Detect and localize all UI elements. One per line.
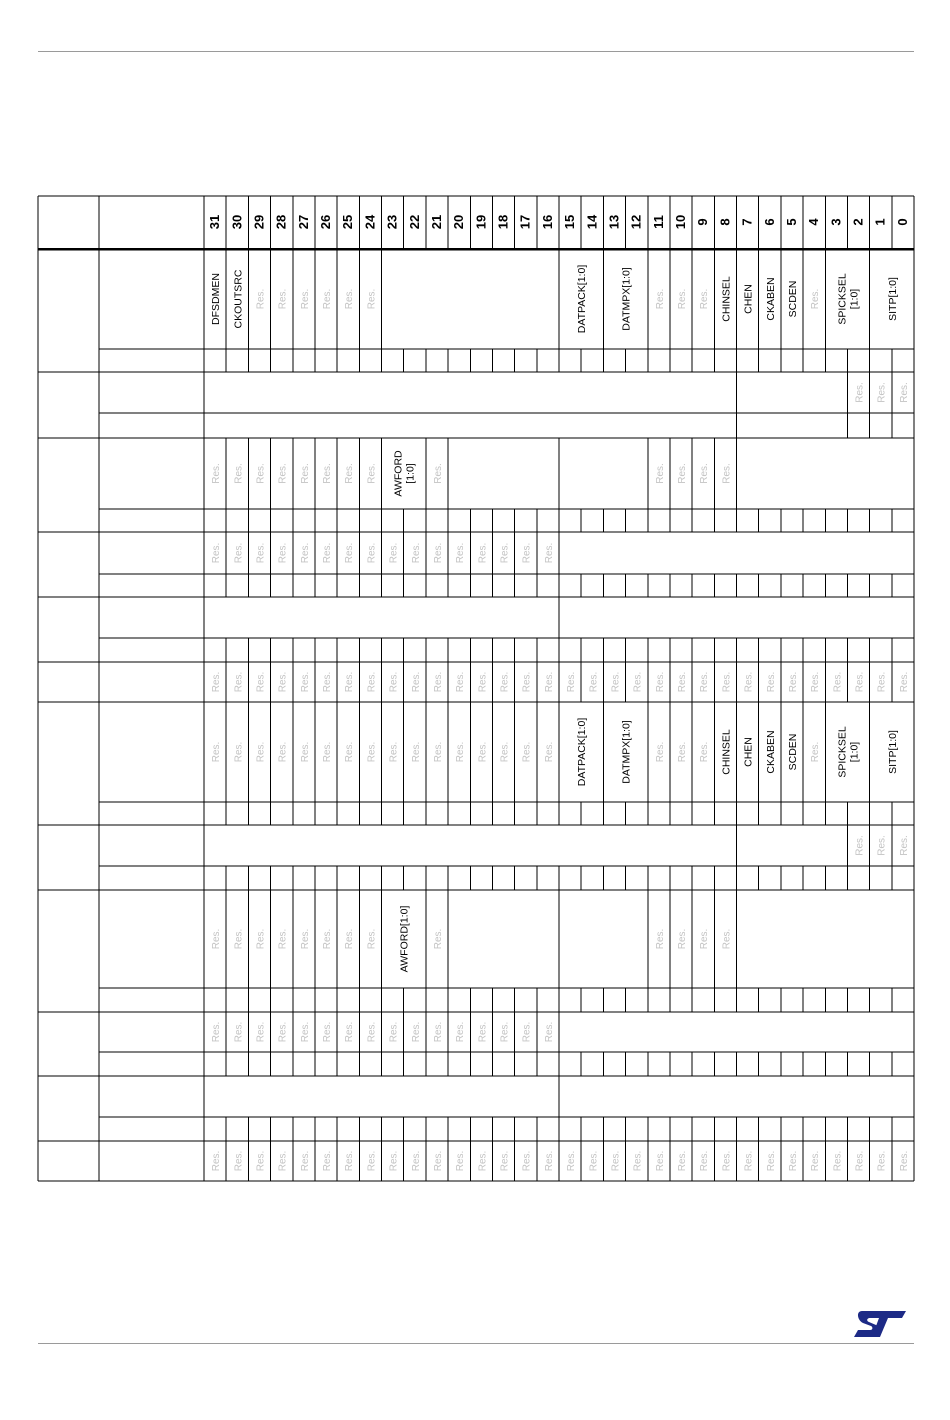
bit-number-13: 13 <box>606 214 622 230</box>
reserved-bit-label: Res. <box>854 835 866 856</box>
bit-number-5: 5 <box>783 218 799 226</box>
reserved-bit-label: Res. <box>344 741 356 763</box>
reserved-bit-label: Res. <box>299 288 311 310</box>
field-label: DATMPX[1:0] <box>620 267 633 331</box>
reserved-bit-label: Res. <box>233 1150 245 1172</box>
reserved-bit-label: Res. <box>388 1021 400 1043</box>
reserved-bit-label: Res. <box>277 671 289 693</box>
reserved-bit-label: Res. <box>876 835 888 856</box>
reserved-bit-label: Res. <box>344 928 356 950</box>
reserved-bit-label: Res. <box>388 1150 400 1172</box>
reserved-bit-label: Res. <box>521 1150 533 1172</box>
reserved-bit-label: Res. <box>211 1021 223 1043</box>
bit-number-22: 22 <box>406 214 422 230</box>
reserved-bit-label: Res. <box>344 1150 356 1172</box>
reserved-bit-label: Res. <box>499 741 511 763</box>
reserved-bit-label: Res. <box>588 1150 600 1172</box>
footer-rule <box>38 1343 914 1344</box>
reserved-bit-label: Res. <box>211 741 223 763</box>
reserved-bit-label: Res. <box>654 741 666 763</box>
reserved-bit-label: Res. <box>388 671 400 693</box>
reserved-bit-label: Res. <box>566 1150 578 1172</box>
reserved-bit-label: Res. <box>299 671 311 693</box>
reserved-bit-label: Res. <box>233 1021 245 1043</box>
st-logo-icon <box>852 1308 908 1340</box>
reserved-bit-label: Res. <box>521 671 533 693</box>
reserved-bit-label: Res. <box>521 741 533 763</box>
reserved-bit-label: Res. <box>455 1021 467 1043</box>
bit-number-31: 31 <box>207 214 223 230</box>
reserved-bit-label: Res. <box>588 671 600 693</box>
reserved-bit-label: Res. <box>299 1150 311 1172</box>
reserved-bit-label: Res. <box>366 463 378 484</box>
bit-number-11: 11 <box>650 215 666 229</box>
reserved-bit-label: Res. <box>299 741 311 763</box>
reserved-bit-label: Res. <box>455 1150 467 1172</box>
bit-number-16: 16 <box>539 214 555 230</box>
reserved-bit-label: Res. <box>322 928 334 950</box>
reserved-bit-label: Res. <box>410 1021 422 1043</box>
bit-number-23: 23 <box>384 214 400 230</box>
reserved-bit-label: Res. <box>255 288 267 310</box>
reserved-bit-label: Res. <box>721 1150 733 1172</box>
reserved-bit-label: Res. <box>211 928 223 950</box>
bit-number-24: 24 <box>362 214 378 230</box>
bit-number-29: 29 <box>251 214 267 230</box>
bit-number-7: 7 <box>739 218 755 226</box>
reserved-bit-label: Res. <box>366 671 378 693</box>
reserved-bit-label: Res. <box>654 463 666 484</box>
bit-number-21: 21 <box>428 214 444 230</box>
reserved-bit-label: Res. <box>366 542 378 564</box>
reserved-bit-label: Res. <box>566 671 578 693</box>
bit-number-27: 27 <box>295 214 311 230</box>
reserved-bit-label: Res. <box>699 288 711 310</box>
reserved-bit-label: Res. <box>277 1021 289 1043</box>
reserved-bit-label: Res. <box>677 463 689 484</box>
reserved-bit-label: Res. <box>344 463 356 484</box>
reserved-bit-label: Res. <box>277 542 289 564</box>
reserved-bit-label: Res. <box>255 463 267 484</box>
reserved-bit-label: Res. <box>743 671 755 693</box>
reserved-bit-label: Res. <box>255 671 267 693</box>
bit-number-0: 0 <box>894 218 910 226</box>
field-label: SCDEN <box>786 733 799 771</box>
reserved-bit-label: Res. <box>344 288 356 310</box>
bit-number-2: 2 <box>850 218 866 226</box>
reserved-bit-label: Res. <box>543 1150 555 1172</box>
reserved-bit-label: Res. <box>366 1150 378 1172</box>
bit-number-10: 10 <box>673 214 689 230</box>
reserved-bit-label: Res. <box>211 1150 223 1172</box>
reserved-bit-label: Res. <box>854 1150 866 1172</box>
bit-number-1: 1 <box>872 218 888 226</box>
reserved-bit-label: Res. <box>410 542 422 564</box>
field-label: DATPACK[1:0] <box>576 264 589 334</box>
field-label: SCDEN <box>786 280 799 318</box>
reserved-bit-label: Res. <box>255 928 267 950</box>
reserved-bit-label: Res. <box>699 1150 711 1172</box>
reserved-bit-label: Res. <box>610 1150 622 1172</box>
reserved-bit-label: Res. <box>543 542 555 564</box>
reserved-bit-label: Res. <box>721 671 733 693</box>
reserved-bit-label: Res. <box>233 463 245 484</box>
reserved-bit-label: Res. <box>632 1150 644 1172</box>
reserved-bit-label: Res. <box>699 671 711 693</box>
reserved-bit-label: Res. <box>654 1150 666 1172</box>
reserved-bit-label: Res. <box>432 1150 444 1172</box>
reserved-bit-label: Res. <box>477 1150 489 1172</box>
bit-number-19: 19 <box>473 214 489 230</box>
reserved-bit-label: Res. <box>477 1021 489 1043</box>
field-label: CHINSEL <box>720 729 733 775</box>
reserved-bit-label: Res. <box>810 741 822 763</box>
reserved-bit-label: Res. <box>388 741 400 763</box>
reserved-bit-label: Res. <box>810 671 822 693</box>
reserved-bit-label: Res. <box>743 1150 755 1172</box>
reserved-bit-label: Res. <box>455 542 467 564</box>
reserved-bit-label: Res. <box>432 928 444 950</box>
field-label: CKOUTSRC <box>232 269 245 329</box>
reserved-bit-label: Res. <box>233 671 245 693</box>
reserved-bit-label: Res. <box>721 928 733 950</box>
field-label: DATPACK[1:0] <box>576 717 589 787</box>
reserved-bit-label: Res. <box>898 671 910 693</box>
bit-number-4: 4 <box>806 218 822 226</box>
reserved-bit-label: Res. <box>432 671 444 693</box>
reserved-bit-label: Res. <box>543 741 555 763</box>
reserved-bit-label: Res. <box>432 1021 444 1043</box>
reserved-bit-label: Res. <box>432 463 444 484</box>
reserved-bit-label: Res. <box>677 928 689 950</box>
reserved-bit-label: Res. <box>277 1150 289 1172</box>
reserved-bit-label: Res. <box>255 1150 267 1172</box>
reserved-bit-label: Res. <box>255 542 267 564</box>
reserved-bit-label: Res. <box>366 928 378 950</box>
reserved-bit-label: Res. <box>876 1150 888 1172</box>
reserved-bit-label: Res. <box>211 463 223 484</box>
bit-number-26: 26 <box>318 214 334 230</box>
reserved-bit-label: Res. <box>810 1150 822 1172</box>
reserved-bit-label: Res. <box>455 671 467 693</box>
bit-number-12: 12 <box>628 214 644 230</box>
reserved-bit-label: Res. <box>299 1021 311 1043</box>
reserved-bit-label: Res. <box>322 542 334 564</box>
bit-number-18: 18 <box>495 214 511 230</box>
reserved-bit-label: Res. <box>233 542 245 564</box>
reserved-bit-label: Res. <box>699 741 711 763</box>
reserved-bit-label: Res. <box>832 1150 844 1172</box>
reserved-bit-label: Res. <box>787 671 799 693</box>
reserved-bit-label: Res. <box>499 542 511 564</box>
reserved-bit-label: Res. <box>366 1021 378 1043</box>
reserved-bit-label: Res. <box>765 1150 777 1172</box>
reserved-bit-label: Res. <box>632 671 644 693</box>
reserved-bit-label: Res. <box>654 928 666 950</box>
reserved-bit-label: Res. <box>344 671 356 693</box>
field-label: CKABEN <box>764 730 777 774</box>
reserved-bit-label: Res. <box>477 542 489 564</box>
reserved-bit-label: Res. <box>366 288 378 310</box>
reserved-bit-label: Res. <box>299 463 311 484</box>
reserved-bit-label: Res. <box>854 382 866 403</box>
reserved-bit-label: Res. <box>344 1021 356 1043</box>
reserved-bit-label: Res. <box>787 1150 799 1172</box>
reserved-bit-label: Res. <box>277 741 289 763</box>
reserved-bit-label: Res. <box>277 928 289 950</box>
bit-number-8: 8 <box>717 218 733 226</box>
reserved-bit-label: Res. <box>322 671 334 693</box>
bit-number-28: 28 <box>273 214 289 230</box>
reserved-bit-label: Res. <box>677 671 689 693</box>
bit-number-17: 17 <box>517 214 533 230</box>
reserved-bit-label: Res. <box>233 928 245 950</box>
bit-number-14: 14 <box>584 214 600 230</box>
reserved-bit-label: Res. <box>211 671 223 693</box>
field-label: SPICKSEL[1:0] <box>836 273 861 325</box>
reserved-bit-label: Res. <box>876 671 888 693</box>
bit-number-20: 20 <box>451 214 467 230</box>
reserved-bit-label: Res. <box>898 835 910 856</box>
bit-number-9: 9 <box>695 218 711 226</box>
reserved-bit-label: Res. <box>299 542 311 564</box>
reserved-bit-label: Res. <box>499 1150 511 1172</box>
reserved-bit-label: Res. <box>521 542 533 564</box>
reserved-bit-label: Res. <box>898 1150 910 1172</box>
bit-number-30: 30 <box>229 214 245 230</box>
bit-number-25: 25 <box>340 214 356 230</box>
reserved-bit-label: Res. <box>255 1021 267 1043</box>
reserved-bit-label: Res. <box>699 928 711 950</box>
reserved-bit-label: Res. <box>477 671 489 693</box>
reserved-bit-label: Res. <box>677 1150 689 1172</box>
reserved-bit-label: Res. <box>277 288 289 310</box>
reserved-bit-label: Res. <box>610 671 622 693</box>
reserved-bit-label: Res. <box>876 382 888 403</box>
reserved-bit-label: Res. <box>211 542 223 564</box>
reserved-bit-label: Res. <box>299 928 311 950</box>
reserved-bit-label: Res. <box>366 741 378 763</box>
reserved-bit-label: Res. <box>521 1021 533 1043</box>
reserved-bit-label: Res. <box>410 1150 422 1172</box>
reserved-bit-label: Res. <box>898 382 910 403</box>
reserved-bit-label: Res. <box>322 741 334 763</box>
reserved-bit-label: Res. <box>832 671 844 693</box>
reserved-bit-label: Res. <box>677 288 689 310</box>
reserved-bit-label: Res. <box>854 671 866 693</box>
bit-number-6: 6 <box>761 218 777 226</box>
field-label: CHEN <box>742 284 755 314</box>
reserved-bit-label: Res. <box>410 741 422 763</box>
reserved-bit-label: Res. <box>721 463 733 484</box>
reserved-bit-label: Res. <box>477 741 489 763</box>
reserved-bit-label: Res. <box>322 288 334 310</box>
reserved-bit-label: Res. <box>677 741 689 763</box>
reserved-bit-label: Res. <box>255 741 267 763</box>
reserved-bit-label: Res. <box>765 671 777 693</box>
field-label: SPICKSEL[1:0] <box>836 726 861 778</box>
reserved-bit-label: Res. <box>233 741 245 763</box>
field-label: SITP[1:0] <box>886 730 899 774</box>
reserved-bit-label: Res. <box>432 741 444 763</box>
reserved-bit-label: Res. <box>322 1150 334 1172</box>
bit-number-3: 3 <box>828 218 844 226</box>
field-label: CHEN <box>742 737 755 767</box>
reserved-bit-label: Res. <box>455 741 467 763</box>
reserved-bit-label: Res. <box>344 542 356 564</box>
reserved-bit-label: Res. <box>322 1021 334 1043</box>
reserved-bit-label: Res. <box>432 542 444 564</box>
reserved-bit-label: Res. <box>410 671 422 693</box>
field-label: AWFORD[1:0] <box>398 905 411 973</box>
reserved-bit-label: Res. <box>543 1021 555 1043</box>
field-label: SITP[1:0] <box>886 277 899 321</box>
reserved-bit-label: Res. <box>322 463 334 484</box>
field-label: DATMPX[1:0] <box>620 720 633 784</box>
reserved-bit-label: Res. <box>388 542 400 564</box>
reserved-bit-label: Res. <box>699 463 711 484</box>
reserved-bit-label: Res. <box>654 288 666 310</box>
bit-number-15: 15 <box>562 214 578 230</box>
reserved-bit-label: Res. <box>499 1021 511 1043</box>
field-label: AWFORD[1:0] <box>392 450 417 497</box>
reserved-bit-label: Res. <box>543 671 555 693</box>
field-label: CKABEN <box>764 277 777 321</box>
reserved-bit-label: Res. <box>810 288 822 310</box>
reserved-bit-label: Res. <box>654 671 666 693</box>
field-label: CHINSEL <box>720 276 733 322</box>
reserved-bit-label: Res. <box>499 671 511 693</box>
field-label: DFSDMEN <box>210 273 223 325</box>
reserved-bit-label: Res. <box>277 463 289 484</box>
